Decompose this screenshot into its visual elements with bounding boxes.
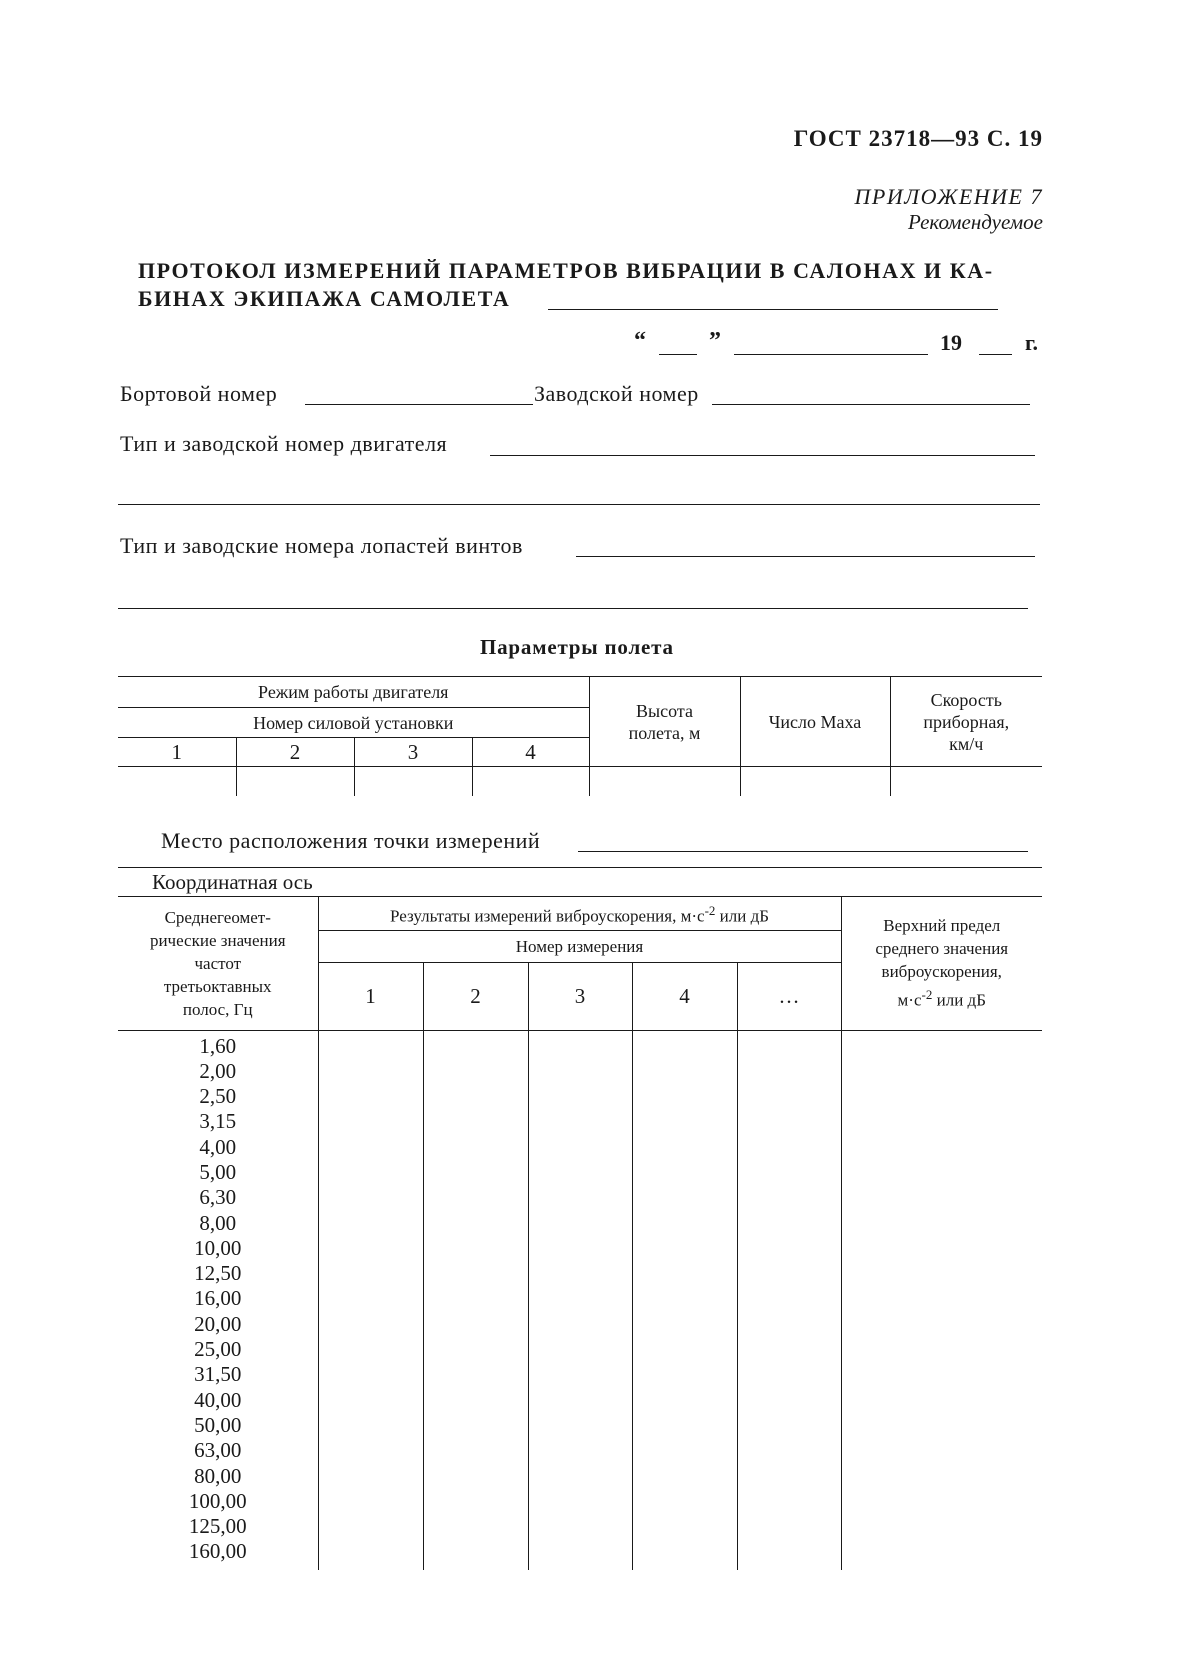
board-number-label: Бортовой номер	[120, 381, 278, 406]
frequency-value: 2,00	[199, 1058, 237, 1083]
meas-col-3: 3	[574, 983, 586, 1008]
altitude-header-2: полета, м	[628, 722, 701, 743]
factory-number-label: Заводской номер	[534, 381, 699, 406]
flight-params-title: Параметры полета	[480, 635, 674, 659]
appendix-number: ПРИЛОЖЕНИЕ 7	[854, 184, 1043, 209]
results-header-exp: -2	[704, 902, 716, 918]
meas-col-4: 4	[679, 983, 690, 1008]
upper-limit-2: среднего значения	[875, 939, 1009, 959]
meas-1-values[interactable]	[318, 1030, 423, 1570]
frequency-value: 31,50	[194, 1362, 242, 1387]
engine-line[interactable]	[490, 455, 1035, 456]
flight-params-table	[118, 676, 1042, 796]
frequency-value: 40,00	[194, 1387, 242, 1412]
blades-line-2[interactable]	[118, 608, 1028, 609]
results-header: Результаты измерений виброускорения, м·с	[389, 906, 705, 926]
unit-3-value[interactable]	[354, 767, 472, 796]
upper-limit-3: виброускорения,	[881, 962, 1002, 982]
meas-col-2: 2	[470, 983, 481, 1008]
frequency-value: 80,00	[194, 1463, 242, 1488]
date-close-quote: ”	[709, 328, 721, 354]
engine-label: Тип и заводской номер двигателя	[120, 431, 448, 456]
speed-value[interactable]	[890, 767, 1042, 796]
engine-mode-header: Режим работы двигателя	[258, 682, 449, 702]
mach-value[interactable]	[740, 767, 890, 796]
freq-header-5: полос, Гц	[182, 999, 253, 1019]
upper-limit-units: м·с	[897, 990, 922, 1010]
upper-limit-1: Верхний предел	[883, 916, 1001, 936]
date-year-prefix: 19	[940, 330, 962, 355]
frequency-value: 25,00	[194, 1337, 242, 1362]
upper-limit-values[interactable]	[841, 1030, 1042, 1570]
altitude-header-1: Высота	[636, 700, 693, 721]
frequency-value: 12,50	[194, 1261, 242, 1286]
frequency-value: 20,00	[194, 1311, 242, 1336]
speed-header-3: км/ч	[949, 733, 984, 754]
unit-4: 4	[525, 740, 536, 764]
freq-header-2: рические значения	[149, 930, 286, 950]
meas-more-values[interactable]	[737, 1030, 841, 1570]
location-line-2[interactable]	[118, 867, 1042, 868]
location-line[interactable]	[578, 851, 1028, 852]
freq-header-1: Среднегеомет-	[164, 907, 271, 927]
freq-header-3: частот	[194, 953, 242, 973]
protocol-title-line1: ПРОТОКОЛ ИЗМЕРЕНИЙ ПАРАМЕТРОВ ВИБРАЦИИ В САЛОНАХ И КА-	[138, 258, 994, 283]
board-number-line[interactable]	[305, 404, 533, 405]
frequency-value: 5,00	[199, 1159, 237, 1184]
date-year-suffix: г.	[1025, 330, 1039, 355]
blades-line[interactable]	[576, 556, 1035, 557]
measurement-table	[118, 870, 1042, 1570]
unit-1-value[interactable]	[118, 767, 236, 796]
date-open-quote: “	[634, 328, 646, 354]
factory-number-line[interactable]	[712, 404, 1030, 405]
unit-2-value[interactable]	[236, 767, 354, 796]
frequency-value: 160,00	[188, 1539, 247, 1564]
frequency-value: 100,00	[188, 1488, 247, 1513]
meas-3-values[interactable]	[528, 1030, 632, 1570]
unit-1: 1	[171, 740, 182, 764]
frequency-list	[118, 1030, 318, 1570]
frequency-value: 8,00	[199, 1210, 237, 1235]
location-label: Место расположения точки измерений	[161, 828, 541, 853]
upper-limit-exp: -2	[921, 987, 933, 1003]
unit-4-value[interactable]	[472, 767, 589, 796]
frequency-value: 4,00	[199, 1134, 237, 1159]
appendix-status: Рекомендуемое	[908, 210, 1043, 234]
meas-4-values[interactable]	[632, 1030, 737, 1570]
frequency-value: 125,00	[188, 1514, 247, 1539]
frequency-value: 6,30	[199, 1185, 237, 1210]
date-month-line[interactable]	[734, 354, 928, 355]
date-day-line[interactable]	[659, 354, 697, 355]
mach-header: Число Маха	[768, 711, 862, 732]
frequency-value: 63,00	[194, 1438, 242, 1463]
doc-reference: ГОСТ 23718—93 С. 19	[793, 126, 1043, 151]
meas-2-values[interactable]	[423, 1030, 528, 1570]
freq-header-4: третьоктавных	[163, 976, 272, 996]
results-header-units: или дБ	[715, 906, 770, 926]
frequency-value: 10,00	[194, 1235, 242, 1260]
meas-number-header: Номер измерения	[515, 936, 644, 956]
blades-label: Тип и заводские номера лопастей винтов	[120, 533, 523, 558]
power-unit-header: Номер силовой установки	[253, 712, 454, 733]
frequency-value: 16,00	[194, 1286, 242, 1311]
frequency-value: 1,60	[199, 1033, 237, 1058]
protocol-title-line2: БИНАХ ЭКИПАЖА САМОЛЕТА	[138, 286, 511, 311]
axis-label: Координатная ось	[152, 870, 313, 895]
unit-2: 2	[289, 740, 301, 764]
speed-header-2: приборная,	[923, 711, 1010, 732]
frequency-value: 50,00	[194, 1412, 242, 1437]
speed-header-1: Скорость	[930, 689, 1002, 710]
frequency-value: 2,50	[199, 1084, 237, 1109]
meas-col-1: 1	[365, 983, 376, 1008]
unit-3: 3	[407, 740, 419, 764]
date-year-line[interactable]	[979, 354, 1012, 355]
altitude-value[interactable]	[589, 767, 740, 796]
engine-line-2[interactable]	[118, 504, 1040, 505]
upper-limit-units-tail: или дБ	[932, 990, 986, 1010]
aircraft-input-line[interactable]	[548, 309, 998, 310]
frequency-value: 3,15	[199, 1109, 237, 1134]
meas-col-more: …	[778, 983, 800, 1008]
